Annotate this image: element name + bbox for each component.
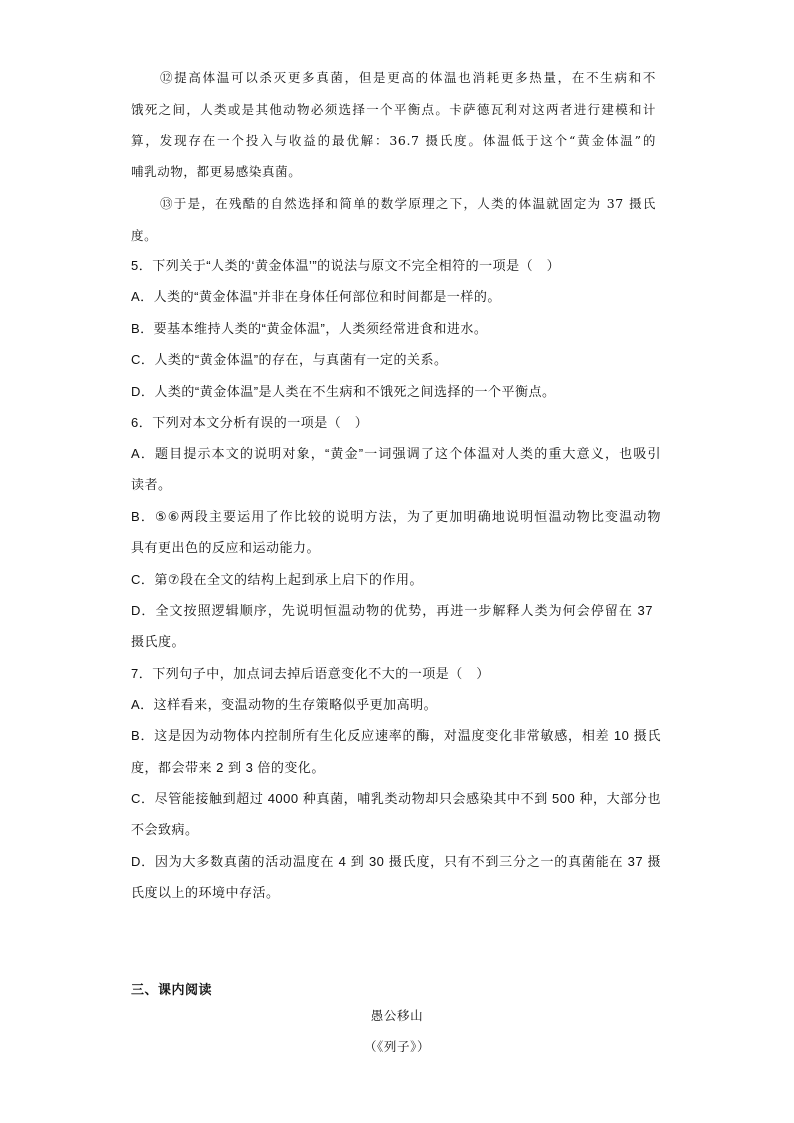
- p13-line-1: ⑬于是，在残酷的自然选择和简单的数学原理之下，人类的体温就固定为 37 摄氏: [160, 196, 656, 211]
- q5-option-c: C．人类的“黄金体温”的存在，与真菌有一定的关系。: [131, 352, 448, 367]
- p13-line-2: 度。: [131, 228, 158, 243]
- q7-option-d-line-2: 氏度以上的环境中存活。: [131, 885, 280, 900]
- q7-option-b-line-2: 度，都会带来 2 到 3 倍的变化。: [131, 760, 325, 775]
- section-heading: 三、课内阅读: [131, 982, 213, 997]
- p12-line-1: ⑫提高体温可以杀灭更多真菌，但是更高的体温也消耗更多热量，在不生病和不: [160, 70, 656, 85]
- q7-option-c-line-1: C．尽管能接触到超过 4000 种真菌，哺乳类动物却只会感染其中不到 500 种，大部分也: [131, 791, 661, 806]
- p12-line-2: 饿死之间，人类或是其他动物必须选择一个平衡点。卡萨德瓦利对这两者进行建模和计: [131, 102, 656, 117]
- q6-option-b-line-1: B．⑤⑥两段主要运用了作比较的说明方法，为了更加明确地说明恒温动物比变温动物: [131, 509, 661, 524]
- q6-option-a-line-1: A．题目提示本文的说明对象，“黄金”一词强调了这个体温对人类的重大意义，也吸引: [131, 446, 661, 461]
- q6-option-b-line-2: 具有更出色的反应和运动能力。: [131, 540, 321, 555]
- q5-option-a: A．人类的“黄金体温”并非在身体任何部位和时间都是一样的。: [131, 289, 501, 304]
- q5-stem: 5．下列关于“人类的‘黄金体温’”的说法与原文不完全相符的一项是（ ）: [131, 258, 561, 273]
- q6-option-c: C．第⑦段在全文的结构上起到承上启下的作用。: [131, 572, 424, 587]
- q7-option-a: A．这样看来，变温动物的生存策略似乎更加高明。: [131, 697, 438, 712]
- passage-title: 愚公移山: [370, 1008, 424, 1023]
- q6-stem: 6．下列对本文分析有误的一项是（ ）: [131, 415, 369, 430]
- q6-option-d-line-2: 摄氏度。: [131, 634, 186, 649]
- q5-option-d: D．人类的“黄金体温”是人类在不生病和不饿死之间选择的一个平衡点。: [131, 384, 556, 399]
- q7-option-d-line-1: D．因为大多数真菌的活动温度在 4 到 30 摄氏度，只有不到三分之一的真菌能在 37 摄: [131, 854, 661, 869]
- passage-source: （《列子》）: [363, 1039, 431, 1054]
- q7-option-c-line-2: 不会致病。: [131, 822, 199, 837]
- q6-option-a-line-2: 读者。: [131, 477, 172, 492]
- q7-stem: 7．下列句子中，加点词去掉后语意变化不大的一项是（ ）: [131, 666, 490, 681]
- q7-option-b-line-1: B．这是因为动物体内控制所有生化反应速率的酶，对温度变化非常敏感，相差 10 摄氏: [131, 728, 661, 743]
- p12-line-4: 哺乳动物，都更易感染真菌。: [131, 164, 302, 179]
- q5-option-b: B．要基本维持人类的“黄金体温”，人类须经常进食和进水。: [131, 321, 488, 336]
- p12-line-3: 算，发现存在一个投入与收益的最优解：36.7 摄氏度。体温低于这个“黄金体温”的: [131, 133, 656, 148]
- q6-option-d-line-1: D．全文按照逻辑顺序，先说明恒温动物的优势，再进一步解释人类为何会停留在 37: [131, 603, 653, 618]
